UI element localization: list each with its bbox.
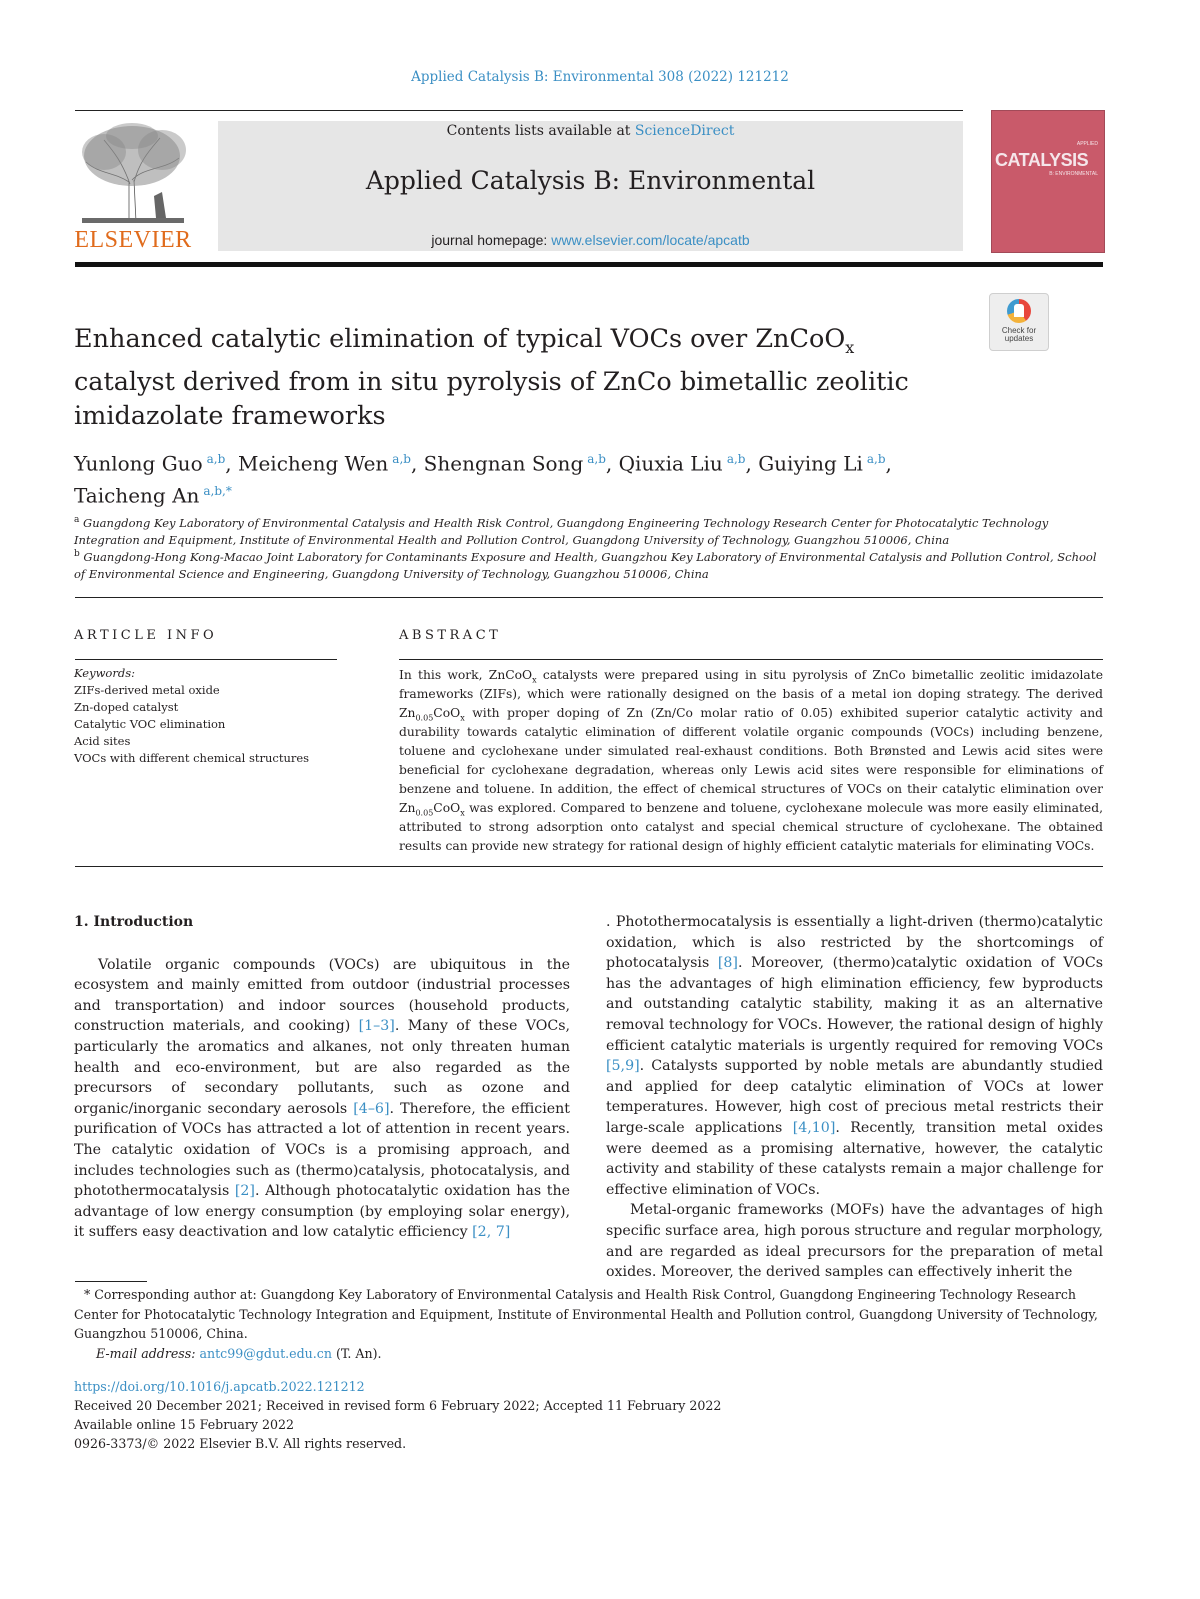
affiliation-a: $^a$ Guangdong Key Laboratory of Environmental Catalysis and Health Risk Control, Guangdong Engineering Technology Research Center for Photocatalytic Technology Integration and Equipment, Institute of Environmental Health and Pollution Control, Guangdong University of Technology, Guangzhou 510006, China [74, 515, 1049, 547]
journal-cover-image[interactable] [991, 110, 1105, 253]
check-updates-label: Check for updates [1001, 326, 1037, 343]
intro-paragraph-2: Metal-organic frameworks (MOFs) have the advantages of high specific surface area, high porous structure and regular morphology, and are regarded as ideal precursors for the preparation of metal oxides. Moreover, the derived samples can effectively inherit the [606, 1202, 1103, 1281]
author-name[interactable]: Yunlong Guo [74, 451, 203, 476]
footnote-text: * Corresponding author at: Guangdong Key Laboratory of Environmental Catalysis and Health Risk Control, Guangdong Engineering Technology Research Center for Photocatalytic Technology Integration and Equipment, Institute of Environmental Health and Pollution control, Guangdong University of Technology, Guangzhou 510006, China. [74, 1287, 1098, 1341]
cover-word: CATALYSIS [995, 150, 1089, 170]
body-column-right [606, 912, 1103, 1283]
homepage-link[interactable]: www.elsevier.com/locate/apcatb [551, 232, 750, 248]
header-thick-rule [75, 262, 1103, 267]
author-separator: , [225, 451, 238, 476]
abstract-text: In this work, ZnCoO$_x$ catalysts were prepared using in situ pyrolysis of ZnCo bimetallic zeolitic imidazolate frameworks (ZIFs), which were rationally designed on the basis of a metal ion doping strategy. The derived $Zn_{0.05}CoO_x$ with proper doping of Zn (Zn/Co molar ratio of 0.05) exhibited superior catalytic activity and durability towards catalytic elimination of different volatile organic compounds (VOCs) including benzene, toluene and cyclohexane under simulated real-exhaust conditions. Both Brønsted and Lewis acid sites were beneficial for cyclohexane degradation, whereas only Lewis acid sites were responsible for eliminations of benzene and toluene. In addition, the effect of chemical structures of VOCs on their catalytic elimination over $Zn_{0.05}CoO_x$ was explored. Compared to benzene and toluene, cyclohexane molecule was more easily eliminated, attributed to strong adsorption onto catalyst and special chemical structure of cyclohexane. The obtained results can provide new strategy for rational design of highly efficient catalytic materials for eliminating VOCs. [399, 668, 1103, 853]
journal-title: Applied Catalysis B: Environmental [365, 166, 816, 195]
author-name[interactable]: Meicheng Wen [237, 451, 389, 476]
section-heading-introduction: 1. Introduction [74, 914, 194, 930]
keyword-item: ZIFs-derived metal oxide [74, 683, 220, 697]
abstract-heading: ABSTRACT [399, 628, 502, 643]
publication-info [74, 1377, 874, 1453]
article-title: Enhanced catalytic elimination of typical VOCs over ZnCoO$_x$ catalyst derived from in situ pyrolysis of ZnCo bimetallic zeolitic imidazolate frameworks [74, 324, 909, 432]
author-affiliation-marks[interactable]: a,b,* [203, 483, 232, 498]
author-name[interactable]: Guiying Li [758, 451, 863, 476]
footnote-rule [75, 1281, 147, 1282]
contents-prefix: Contents lists available at [446, 123, 635, 139]
elsevier-logo[interactable] [74, 122, 192, 254]
journal-header-box [218, 121, 963, 251]
homepage-prefix: journal homepage: [431, 232, 552, 248]
keywords-list [74, 682, 334, 767]
author-name[interactable]: Taicheng An [74, 483, 200, 508]
author-separator: , [410, 451, 424, 476]
citation-link[interactable]: [5,9] [606, 1058, 640, 1075]
check-for-updates-button[interactable] [989, 293, 1049, 351]
cover-top-text: APPLIED [1076, 141, 1098, 147]
body-column-left [74, 912, 570, 1243]
author-affiliation-marks[interactable]: a,b [726, 452, 746, 466]
keywords-label: Keywords: [74, 666, 135, 680]
cover-subtitle: B: ENVIRONMENTAL [1049, 171, 1098, 177]
author-separator: , [745, 451, 759, 476]
corresponding-author-footnote [74, 1285, 1103, 1363]
received-dates: Received 20 December 2021; Received in revised form 6 February 2022; Accepted 11 February 2022 [74, 1398, 722, 1413]
intro-paragraph-1-continued: . Photothermocatalysis is essentially a light-driven (thermo)catalytic oxidation, which is also restricted by the shortcomings of photocatalysis [8]. Moreover, (thermo)catalytic oxidation of VOCs has the advantages of high elimination efficiency, few byproducts and outstanding catalytic stability, making it as an alternative removal technology for VOCs. However, the rational design of highly efficient catalytic materials is urgently required for removing VOCs [5,9]. Catalysts supported by noble metals are abundantly studied and applied for deep catalytic elimination of VOCs at lower temperatures. However, high cost of precious metal restricts their large-scale applications [4,10]. Recently, transition metal oxides were deemed as a promising alternative, however, the catalytic activity and stability of these catalysts remain a major challenge for effective elimination of VOCs. [606, 914, 1104, 1198]
keyword-item: Catalytic VOC elimination [74, 717, 226, 731]
citation-link[interactable]: [2, 7] [472, 1224, 511, 1241]
sciencedirect-link[interactable]: ScienceDirect [634, 123, 735, 139]
keywords-block [74, 665, 334, 767]
intro-paragraph-1: Volatile organic compounds (VOCs) are ubiquitous in the ecosystem and mainly emitted from outdoor (industrial processes and transportation) and indoor sources (household products, construction materials, and cooking) [1–3]. Many of these VOCs, particularly the aromatics and alkanes, not only threaten human health and eco-environment, but are also regarded as the precursors of secondary pollutants, such as ozone and organic/inorganic secondary aerosols [4–6]. Therefore, the efficient purification of VOCs has attracted a lot of attention in recent years. The catalytic oxidation of VOCs is a promising approach, and includes technologies such as (thermo)catalysis, photocatalysis, and photothermocatalysis [2]. Although photocatalytic oxidation has the advantage of low energy consumption (by employing solar energy), it suffers easy deactivation and low catalytic efficiency [2, 7] [74, 956, 570, 1241]
elsevier-tree-icon [74, 122, 192, 226]
author-affiliation-marks[interactable]: a,b [866, 452, 886, 466]
article-info-rule [75, 659, 337, 660]
check-updates-icon [1007, 299, 1031, 323]
doi-link[interactable]: https://doi.org/10.1016/j.apcatb.2022.121212 [74, 1379, 365, 1394]
homepage-line [218, 232, 963, 248]
abstract-bottom-rule [75, 866, 1103, 867]
running-head[interactable]: Applied Catalysis B: Environmental 308 (2022) 121212 [411, 69, 789, 85]
citation-link[interactable]: [1–3] [358, 1018, 395, 1035]
citation-link[interactable]: [8] [717, 955, 738, 972]
author-name[interactable]: Shengnan Song [423, 451, 584, 476]
author-affiliation-marks[interactable]: a,b [392, 452, 411, 466]
affiliation-rule [75, 597, 1103, 598]
author-affiliation-marks[interactable]: a,b [206, 452, 226, 466]
citation-link[interactable]: [4–6] [353, 1100, 390, 1117]
affiliation-b: $^b$ Guangdong-Hong Kong-Macao Joint Laboratory for Contaminants Exposure and Health, Guangzhou Key Laboratory of Environmental Catalysis and Pollution Control, School of Environmental Science and Engineering, Guangdong University of Technology, Guangzhou 510006, China [74, 549, 1097, 581]
header-top-rule [75, 110, 963, 111]
elsevier-wordmark: ELSEVIER [74, 227, 192, 253]
keyword-item: VOCs with different chemical structures [74, 751, 310, 765]
citation-link[interactable]: [2] [234, 1183, 255, 1200]
author-list [74, 446, 974, 509]
keyword-item: Zn-doped catalyst [74, 700, 179, 714]
citation-link[interactable]: [4,10] [792, 1119, 836, 1136]
article-info-heading: ARTICLE INFO [74, 628, 218, 643]
author-separator: , [885, 451, 892, 476]
contents-line [218, 123, 963, 139]
online-date: Available online 15 February 2022 [74, 1417, 295, 1432]
author-affiliation-marks[interactable]: a,b [587, 452, 606, 466]
keyword-item: Acid sites [74, 734, 131, 748]
copyright: 0926-3373/© 2022 Elsevier B.V. All rights reserved. [74, 1436, 407, 1451]
email-link[interactable]: antc99@gdut.edu.cn [199, 1345, 332, 1361]
author-name[interactable]: Qiuxia Liu [618, 451, 723, 476]
abstract-rule [399, 659, 1103, 660]
email-line: E-mail address: antc99@gdut.edu.cn (T. An). [96, 1345, 382, 1361]
author-separator: , [605, 451, 619, 476]
